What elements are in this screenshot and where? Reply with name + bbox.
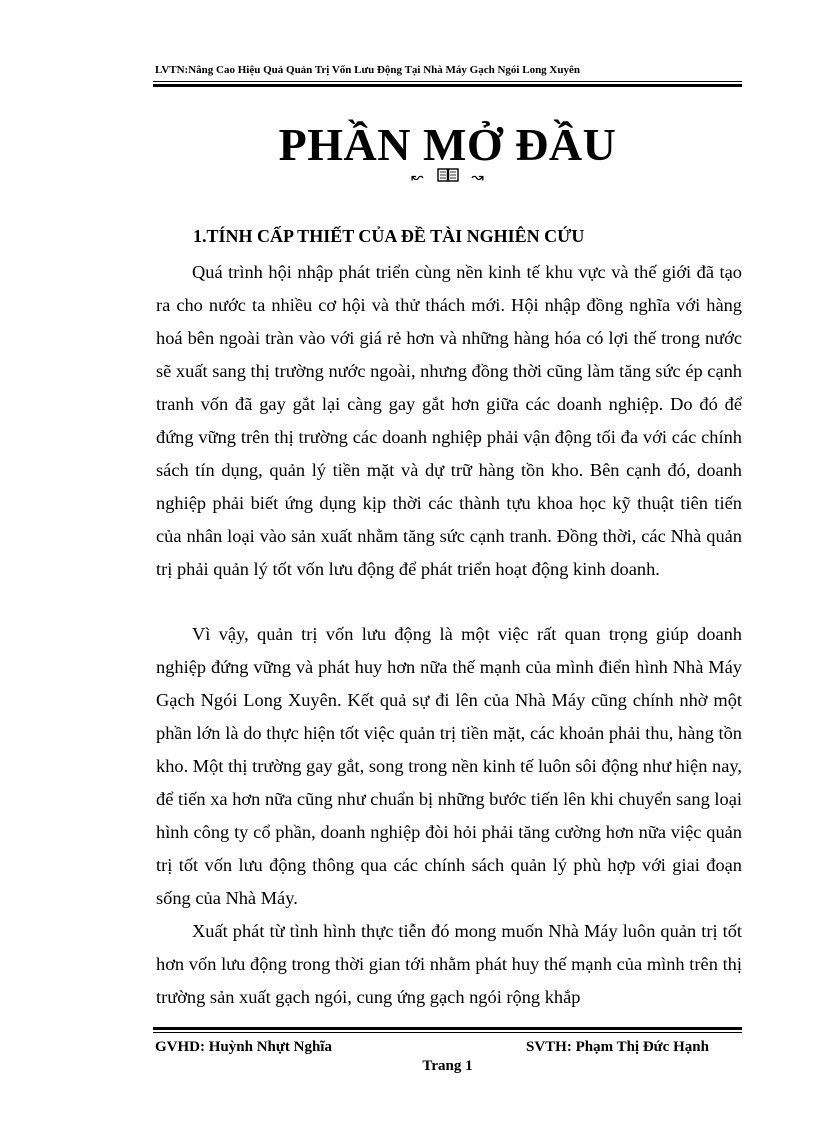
footer-rule-thin [153, 1032, 742, 1033]
footer-rule-thick [153, 1027, 742, 1030]
title-ornament [153, 168, 742, 187]
page-title: PHẦN MỞ ĐẦU [278, 119, 617, 170]
student-name: SVTH: Phạm Thị Đức Hạnh [526, 1039, 709, 1055]
paragraph-3: Xuất phát từ tình hình thực tiễn đó mong muốn Nhà Máy luôn quản trị tốt hơn vốn lưu động trong thời gian tới nhằm phát huy thế mạnh của mình trên thị trường sản xuất gạch ngói, cung ứng gạch ngói rộng khắp [156, 921, 742, 1007]
header-rule-thick [153, 84, 742, 87]
page-number: Trang 1 [422, 1058, 473, 1074]
header-rule-thin [153, 81, 742, 82]
scroll-right-icon: ↝ [471, 168, 484, 186]
scroll-left-icon: ↜ [411, 168, 424, 186]
paragraph-1: Quá trình hội nhập phát triển cùng nền kinh tế khu vực và thế giới đã tạo ra cho nước ta nhiều cơ hội và thử thách mới. Hội nhập đồng nghĩa với hàng hoá bên ngoài tràn vào với giá rẻ hơn và những hàng hóa có lợi thế trong nước sẽ xuất sang thị trường nước ngoài, nhưng đồng thời cũng làm tăng sức ép cạnh tranh vốn đã gay gắt lại càng gay gắt hơn giữa các doanh nghiệp. Do đó để đứng vững trên thị trường các doanh nghiệp phải vận động tối đa với các chính sách tín dụng, quản lý tiền mặt và dự trữ hàng tồn kho. Bên cạnh đó, doanh nghiệp phải biết ứng dụng kịp thời các thành tựu khoa học kỹ thuật tiên tiến của nhân loại vào sản xuất nhằm tăng sức cạnh tranh. Đồng thời, các Nhà quản trị phải quản lý tốt vốn lưu động để phát triển hoạt động kinh doanh. [156, 262, 742, 579]
advisor-name: GVHD: Huỳnh Nhựt Nghĩa [155, 1039, 332, 1055]
paragraph-2: Vì vậy, quản trị vốn lưu động là một việc rất quan trọng giúp doanh nghiệp đứng vững và phát huy hơn nữa thế mạnh của mình điển hình Nhà Máy Gạch Ngói Long Xuyên. Kết quả sự đi lên của Nhà Máy cũng chính nhờ một phần lớn là do thực hiện tốt việc quản trị tiền mặt, các khoản phải thu, hàng tồn kho. Một thị trường gay gắt, song trong nền kinh tế luôn sôi động như hiện nay, để tiến xa hơn nữa cũng như chuẩn bị những bước tiến lên khi chuyển sang loại hình công ty cổ phần, doanh nghiệp đòi hỏi phải tăng cường hơn nữa việc quản trị tốt vốn lưu động thông qua các chính sách quản lý phù hợp với giai đoạn sống của Nhà Máy. [156, 624, 742, 908]
running-header: LVTN:Nâng Cao Hiệu Quả Quản Trị Vốn Lưu Động Tại Nhà Máy Gạch Ngói Long Xuyên [155, 64, 580, 76]
book-icon [437, 168, 459, 187]
section-heading: 1.TÍNH CẤP THIẾT CỦA ĐỀ TÀI NGHIÊN CỨU [193, 226, 585, 246]
